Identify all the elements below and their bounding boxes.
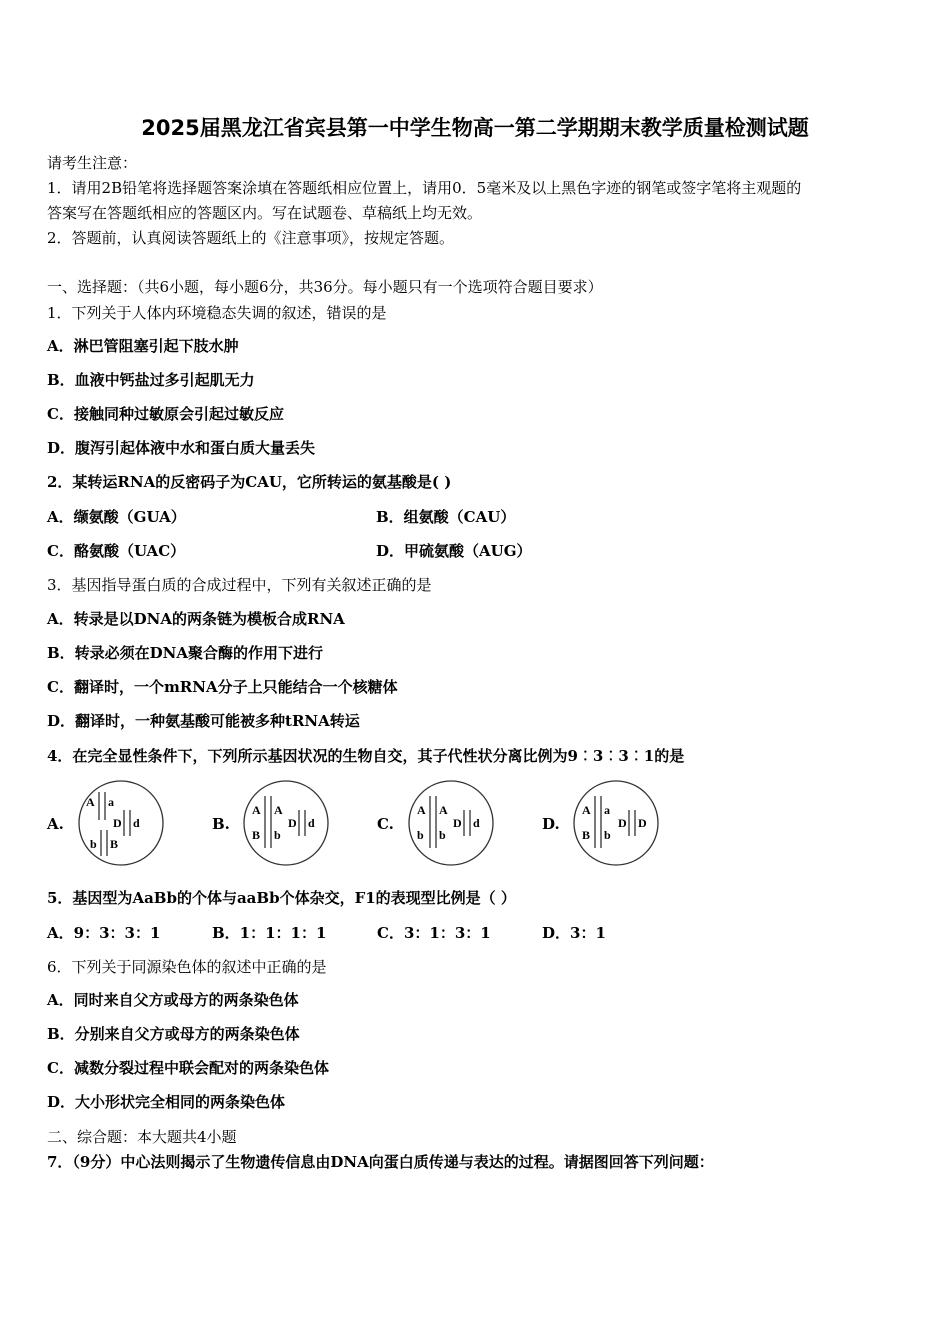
section-1-heading: 一、选择题：（共6小题，每小题6分，共36分。每小题只有一个选项符合题目要求） bbox=[47, 278, 603, 296]
question-6-stem: 6．下列关于同源染色体的叙述中正确的是 bbox=[47, 958, 327, 976]
question-3-stem: 3．基因指导蛋白质的合成过程中，下列有关叙述正确的是 bbox=[47, 576, 432, 594]
notice-line-2: 答案写在答题纸相应的答题区内。写在试题卷、草稿纸上均无效。 bbox=[47, 204, 483, 222]
gene-allele: d bbox=[133, 816, 140, 830]
notice-heading: 请考生注意： bbox=[47, 154, 138, 172]
question-6-option-b: B．分别来自父方或母方的两条染色体 bbox=[47, 1025, 300, 1043]
gene-allele: b bbox=[274, 828, 281, 842]
notice-line-3: 2．答题前，认真阅读答题纸上的《注意事项》，按规定答题。 bbox=[47, 229, 455, 247]
gene-allele: b bbox=[417, 828, 424, 842]
gene-allele: A bbox=[417, 803, 426, 817]
gene-allele: D bbox=[618, 816, 627, 830]
gene-allele: b bbox=[604, 828, 611, 842]
gene-allele: A bbox=[86, 795, 95, 809]
question-2-option-c: C．酪氨酸（UAC） bbox=[47, 542, 186, 560]
question-1-option-d: D．腹泻引起体液中水和蛋白质大量丢失 bbox=[47, 439, 316, 457]
question-7-stem: 7．（9分）中心法则揭示了生物遗传信息由DNA向蛋白质传递与表达的过程。请据图回答下列问题： bbox=[47, 1153, 714, 1171]
question-2-stem: 2．某转运RNA的反密码子为CAU，它所转运的氨基酸是( ) bbox=[47, 473, 452, 491]
question-1-option-b: B．血液中钙盐过多引起肌无力 bbox=[47, 371, 255, 389]
question-5-option-a: A．9：3：3：1 bbox=[47, 924, 161, 942]
question-5-option-b: B．1：1：1：1 bbox=[212, 924, 327, 942]
question-4-stem: 4．在完全显性条件下，下列所示基因状况的生物自交，其子代性状分离比例为9︰3︰3︰1的是 bbox=[47, 747, 685, 765]
gene-allele: a bbox=[108, 795, 114, 809]
question-2-option-a: A．缬氨酸（GUA） bbox=[47, 508, 186, 526]
gene-allele: B bbox=[110, 837, 119, 851]
gene-allele: A bbox=[252, 803, 261, 817]
question-1-option-c: C．接触同种过敏原会引起过敏反应 bbox=[47, 405, 284, 423]
gene-allele: d bbox=[473, 816, 480, 830]
option-label: A. bbox=[47, 815, 64, 833]
question-3-option-a: A．转录是以DNA的两条链为模板合成RNA bbox=[47, 610, 345, 628]
gene-allele: D bbox=[638, 816, 647, 830]
gene-allele: D bbox=[288, 816, 297, 830]
cell-diagram-icon bbox=[570, 778, 662, 868]
gene-allele: B bbox=[252, 828, 261, 842]
gene-allele: d bbox=[308, 816, 315, 830]
question-3-option-d: D．翻译时，一种氨基酸可能被多种tRNA转运 bbox=[47, 712, 360, 730]
gene-allele: A bbox=[274, 803, 283, 817]
gene-allele: b bbox=[439, 828, 446, 842]
gene-allele: A bbox=[439, 803, 448, 817]
option-label: C. bbox=[377, 815, 394, 833]
option-label: D. bbox=[542, 815, 560, 833]
gene-allele: a bbox=[604, 803, 610, 817]
notice-line-1: 1．请用2B铅笔将选择题答案涂填在答题纸相应位置上，请用0．5毫米及以上黑色字迹的钢笔或签字笔将主观题的 bbox=[47, 179, 802, 197]
gene-allele: A bbox=[582, 803, 591, 817]
question-2-option-b: B．组氨酸（CAU） bbox=[376, 508, 516, 526]
question-6-option-d: D．大小形状完全相同的两条染色体 bbox=[47, 1093, 286, 1111]
gene-allele: b bbox=[90, 837, 97, 851]
question-1-stem: 1．下列关于人体内环境稳态失调的叙述，错误的是 bbox=[47, 304, 387, 322]
gene-allele: D bbox=[113, 816, 122, 830]
question-5-option-d: D．3：1 bbox=[542, 924, 606, 942]
section-2-heading: 二、综合题：本大题共4小题 bbox=[47, 1128, 237, 1146]
gene-allele: D bbox=[453, 816, 462, 830]
exam-title: 2025届黑龙江省宾县第一中学生物高一第二学期期末教学质量检测试题 bbox=[141, 116, 809, 140]
question-3-option-b: B．转录必须在DNA聚合酶的作用下进行 bbox=[47, 644, 324, 662]
question-1-option-a: A．淋巴管阻塞引起下肢水肿 bbox=[47, 337, 239, 355]
question-6-option-c: C．减数分裂过程中联会配对的两条染色体 bbox=[47, 1059, 329, 1077]
question-5-option-c: C．3：1：3：1 bbox=[377, 924, 491, 942]
option-label: B. bbox=[212, 815, 230, 833]
cell-diagram-icon bbox=[240, 778, 332, 868]
cell-diagram-icon bbox=[75, 778, 167, 868]
question-3-option-c: C．翻译时，一个mRNA分子上只能结合一个核糖体 bbox=[47, 678, 398, 696]
question-6-option-a: A．同时来自父方或母方的两条染色体 bbox=[47, 991, 299, 1009]
question-2-option-d: D．甲硫氨酸（AUG） bbox=[376, 542, 532, 560]
question-5-stem: 5．基因型为AaBb的个体与aaBb个体杂交，F1的表现型比例是（ ） bbox=[47, 889, 516, 907]
cell-diagram-icon bbox=[405, 778, 497, 868]
gene-allele: B bbox=[582, 828, 591, 842]
